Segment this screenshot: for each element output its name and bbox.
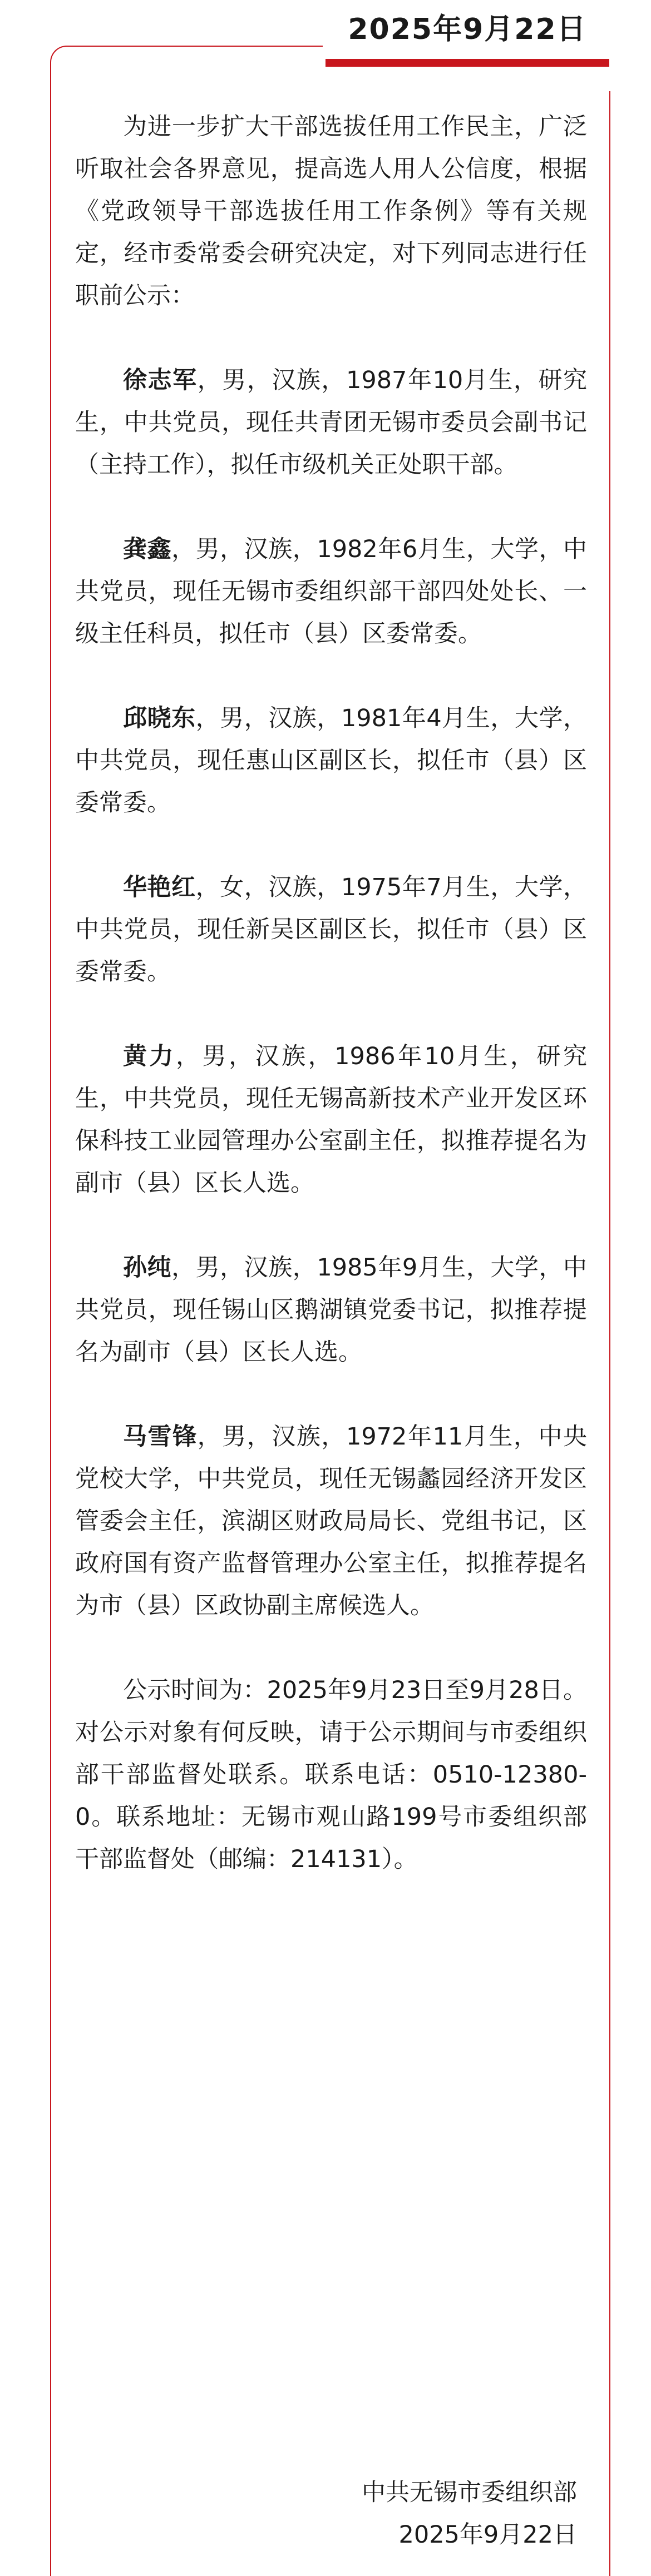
frame-right-border — [609, 91, 610, 2576]
signature-block — [362, 2471, 577, 2556]
candidate-paragraph — [75, 1035, 587, 1204]
candidate-details: ，女，汉族，1975年7月生，大学，中共党员，现任新吴区副区长，拟任市（县）区委常委。 — [75, 873, 587, 986]
intro-paragraph: 为进一步扩大干部选拔任用工作民主，广泛听取社会各界意见，提高选人用人公信度，根据《党政领导干部选拔任用工作条例》等有关规定，经市委常委会研究决定，对下列同志进行任职前公示： — [75, 113, 587, 310]
candidate-paragraph — [75, 697, 587, 824]
candidate-name: 龚鑫 — [123, 535, 172, 563]
candidate-paragraph — [75, 528, 587, 655]
candidate-details: ，男，汉族，1981年4月生，大学，中共党员，现任惠山区副区长，拟任市（县）区委常委。 — [75, 704, 587, 817]
frame-left-border — [50, 78, 51, 2576]
notice-period-paragraph: 公示时间为：2025年9月23日至9月28日。对公示对象有何反映，请于公示期间与市委组织部干部监督处联系。联系电话：0510-12380-0。联系地址：无锡市观山路199号市委组织部干部监督处（邮编：214131）。 — [75, 1676, 587, 1873]
candidate-name: 华艳红 — [123, 873, 196, 901]
signature-date: 2025年9月22日 — [398, 2521, 577, 2549]
candidate-paragraph — [75, 1247, 587, 1373]
date-underline — [326, 59, 609, 67]
candidate-name: 徐志军 — [123, 366, 198, 394]
candidate-paragraph — [75, 359, 587, 486]
frame-corner — [50, 46, 83, 79]
candidate-name: 黄力 — [123, 1043, 176, 1070]
notice-body — [75, 106, 587, 1880]
candidate-name: 孙纯 — [123, 1254, 172, 1282]
candidate-details: ，男，汉族，1972年11月生，中央党校大学，中共党员，现任无锡蠡园经济开发区管委会主任，滨湖区财政局局长、党组书记，区政府国有资产监督管理办公室主任，拟推荐提名为市（县）区政协副主席候选人。 — [75, 1423, 588, 1620]
candidate-details: ，男，汉族，1982年6月生，大学，中共党员，现任无锡市委组织部干部四处处长、一级主任科员，拟任市（县）区委常委。 — [75, 535, 588, 648]
candidate-name: 邱晓东 — [123, 704, 196, 732]
candidate-name: 马雪锋 — [123, 1423, 198, 1451]
date-header: 2025年9月22日 — [348, 13, 587, 46]
signature-org: 中共无锡市委组织部 — [362, 2479, 577, 2506]
candidate-paragraph — [75, 1416, 587, 1627]
frame-top-border — [67, 46, 323, 47]
candidate-paragraph — [75, 866, 587, 993]
candidate-details: ，男，汉族，1987年10月生，研究生，中共党员，现任共青团无锡市委员会副书记（主持工作），拟任市级机关正处职干部。 — [75, 366, 588, 479]
candidate-details: ，男，汉族，1985年9月生，大学，中共党员，现任锡山区鹅湖镇党委书记，拟推荐提名为副市（县）区长人选。 — [75, 1254, 588, 1366]
candidate-details: ，男，汉族，1986年10月生，研究生，中共党员，现任无锡高新技术产业开发区环保科技工业园管理办公室副主任，拟推荐提名为副市（县）区长人选。 — [75, 1043, 587, 1197]
